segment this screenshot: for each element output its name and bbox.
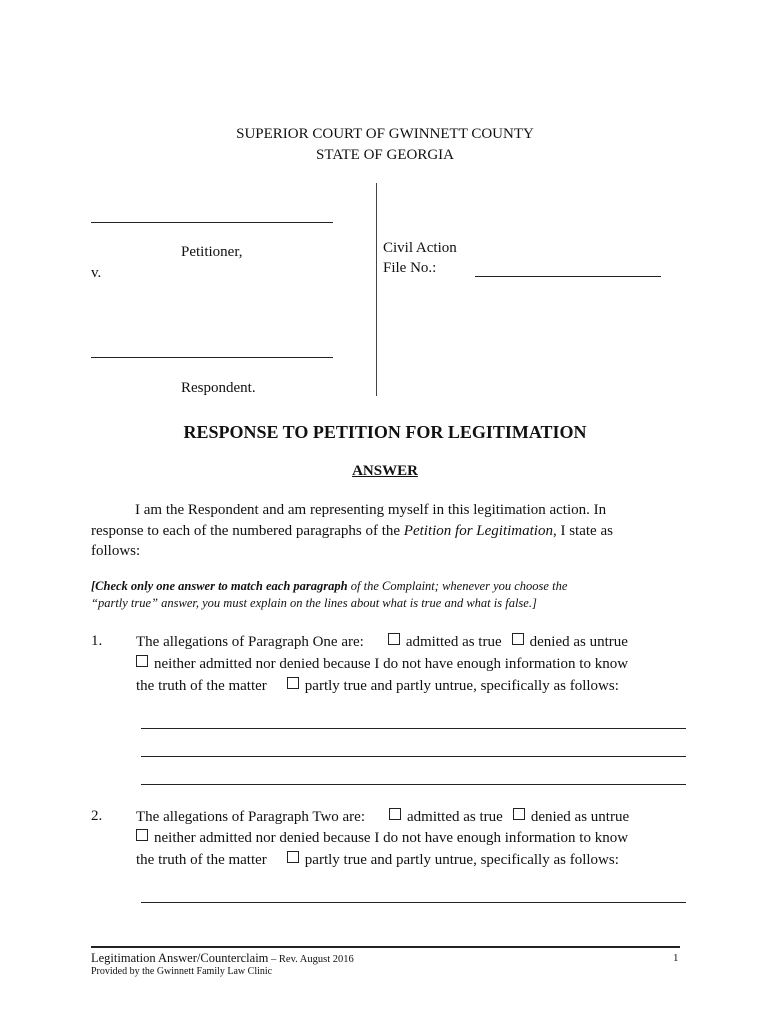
denied-checkbox[interactable] [513,808,525,820]
paragraph-1-options-row-3 [136,677,619,695]
paragraph-lead: The allegations of Paragraph One are: [136,634,364,650]
admitted-label: admitted as true [407,809,503,825]
court-name: SUPERIOR COURT OF GWINNETT COUNTY [236,126,534,142]
respondent-label: Respondent. [181,380,256,396]
petitioner-name-line[interactable] [91,222,333,223]
paragraph-2-options-row-3 [136,851,619,869]
admitted-label: admitted as true [405,634,502,650]
intro-line-3: follows: [91,543,141,559]
footer-revision: – Rev. August 2016 [268,954,354,965]
truth-text: the truth of the matter [136,852,267,868]
neither-checkbox[interactable] [136,655,148,667]
denied-checkbox[interactable] [512,633,524,645]
paragraph-1-options-row-1 [136,633,628,651]
petitioner-label: Petitioner, [181,244,243,260]
caption-divider [376,183,377,396]
explanation-line[interactable] [141,756,686,757]
neither-label: neither admitted nor denied because I do not have enough information to know [154,656,629,672]
paragraph-1-options-row-2 [136,655,628,673]
instructions-line-1 [91,578,567,595]
partly-checkbox[interactable] [287,677,299,689]
versus-label: v. [91,265,102,281]
explanation-line[interactable] [141,728,686,729]
explanation-line[interactable] [141,784,686,785]
instructions-line-2: “partly true” answer, you must explain on the lines about what is true and what is false.] [91,596,537,610]
paragraph-2-options-row-1 [136,808,629,826]
file-no-label: File No.: [383,260,437,276]
petition-title-italic: Petition for Legitimation [403,523,553,539]
partly-label: partly true and partly untrue, specifically as follows: [304,852,619,868]
intro-line-1: I am the Respondent and am representing myself in this legitimation action. In [135,502,607,518]
admitted-checkbox[interactable] [388,633,400,645]
neither-checkbox[interactable] [136,829,148,841]
paragraph-2-options-row-2 [136,829,628,847]
page-number: 1 [673,952,679,964]
footer-provided-by: Provided by the Gwinnett Family Law Clinic [91,966,273,977]
respondent-name-line[interactable] [91,357,333,358]
admitted-checkbox[interactable] [389,808,401,820]
partly-label: partly true and partly untrue, specifically as follows: [304,678,619,694]
civil-action-label: Civil Action [383,240,457,256]
intro-text: response to each of the numbered paragraphs of the [91,523,404,539]
neither-label: neither admitted nor denied because I do not have enough information to know [154,830,629,846]
answer-heading: ANSWER [352,463,418,479]
denied-label: denied as untrue [530,809,630,825]
truth-text: the truth of the matter [136,678,267,694]
paragraph-number: 1. [91,633,103,649]
denied-label: denied as untrue [529,634,628,650]
intro-line-2 [91,521,613,542]
partly-checkbox[interactable] [287,851,299,863]
explanation-line[interactable] [141,902,686,903]
instructions-rest: of the Complaint; whenever you choose the [347,579,568,593]
file-number-line[interactable] [475,276,661,277]
instructions-bold: [Check only one answer to match each paragraph [91,579,348,593]
paragraph-number: 2. [91,808,103,824]
court-state: STATE OF GEORGIA [316,147,454,163]
document-title: RESPONSE TO PETITION FOR LEGITIMATION [183,422,587,442]
intro-text-end: , I state as [552,523,613,539]
footer-title [91,951,354,966]
paragraph-lead: The allegations of Paragraph Two are: [136,809,366,825]
footer-form-name: Legitimation Answer/Counterclaim [91,951,269,965]
footer-rule [91,946,680,948]
